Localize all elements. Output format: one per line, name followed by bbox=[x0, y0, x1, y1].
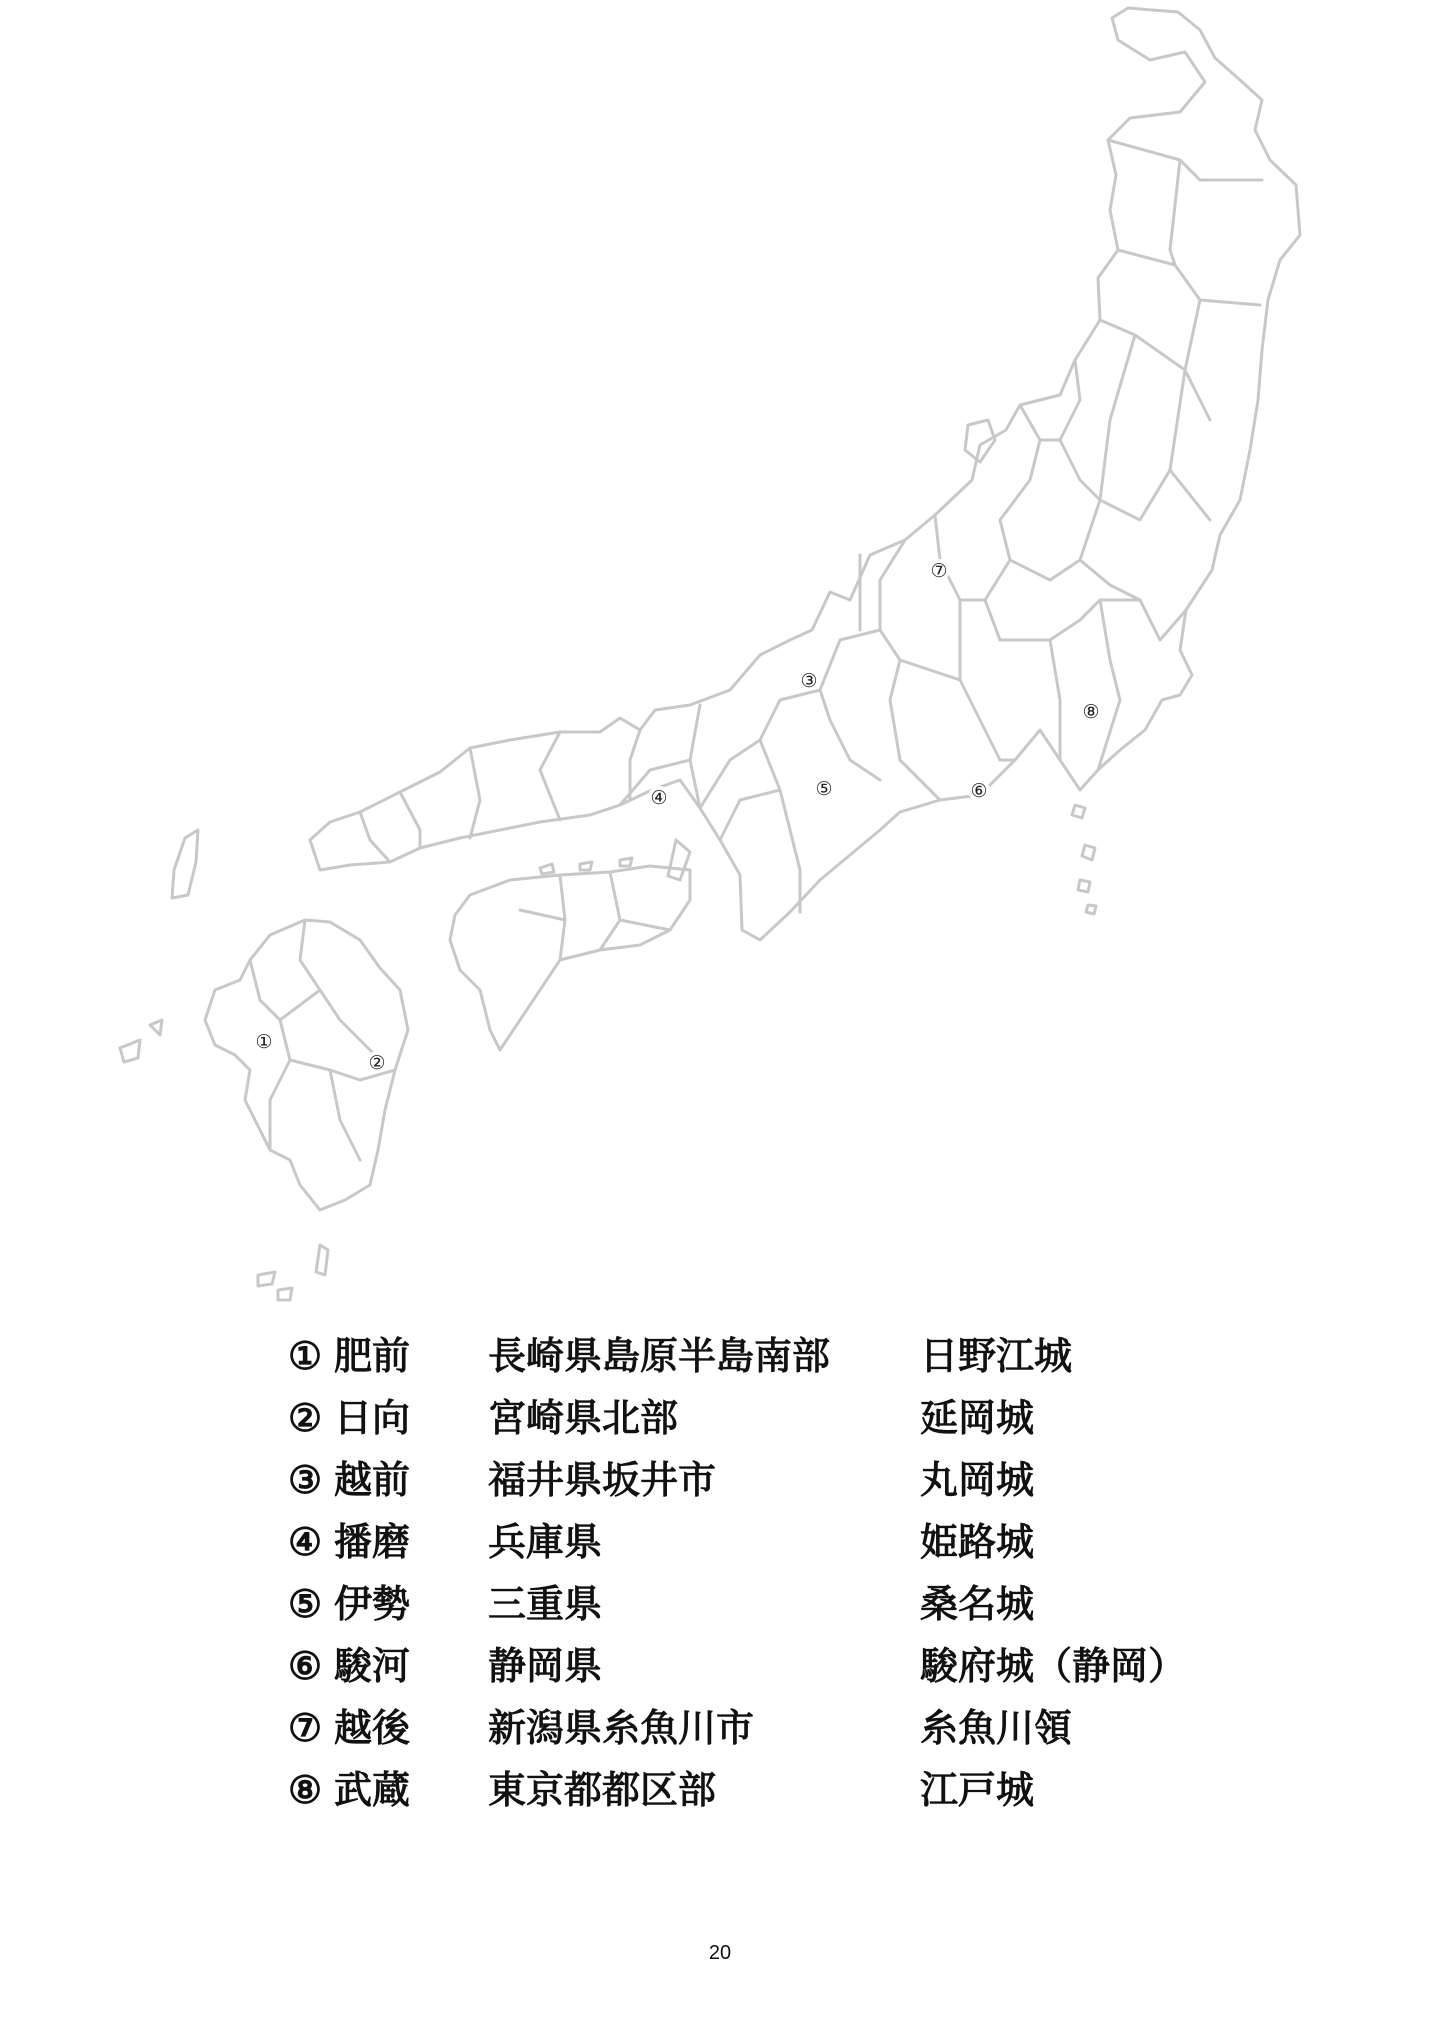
marker-echizen bbox=[798, 669, 820, 692]
legend-castle: 延岡城 bbox=[920, 1395, 1035, 1440]
legend-modern-location: 長崎県島原半島南部 bbox=[488, 1333, 831, 1378]
legend-province: 駿河 bbox=[334, 1643, 411, 1688]
legend-modern-location: 静岡県 bbox=[488, 1643, 603, 1688]
legend-modern-location: 兵庫県 bbox=[488, 1519, 603, 1564]
marker-suruga-label: ⑥ bbox=[970, 780, 988, 802]
izu-islands bbox=[1072, 805, 1096, 914]
awaji-island bbox=[668, 840, 690, 880]
tsushima-island bbox=[172, 830, 198, 898]
shikoku-outline bbox=[450, 866, 690, 1050]
legend-number: ⑤ bbox=[288, 1581, 323, 1626]
chubu-boundaries bbox=[820, 515, 1015, 800]
marker-harima bbox=[648, 786, 670, 809]
marker-musashi bbox=[1080, 700, 1102, 723]
marker-musashi-label: ⑧ bbox=[1082, 701, 1100, 723]
chugoku-boundaries bbox=[360, 730, 640, 862]
sado-island bbox=[965, 420, 995, 462]
marker-echigo bbox=[928, 559, 950, 582]
legend-modern-location: 福井県坂井市 bbox=[488, 1457, 717, 1502]
marker-hyuga bbox=[366, 1051, 388, 1074]
legend-modern-location: 宮崎県北部 bbox=[488, 1395, 679, 1440]
legend-province: 日向 bbox=[334, 1395, 411, 1440]
legend-castle: 日野江城 bbox=[920, 1333, 1073, 1378]
marker-hizen-label: ① bbox=[255, 1031, 273, 1053]
legend-row-hyuga bbox=[288, 1387, 1248, 1449]
honshu-outline bbox=[310, 8, 1300, 940]
marker-harima-label: ④ bbox=[650, 787, 668, 809]
legend-province: 伊勢 bbox=[334, 1581, 411, 1626]
marker-echigo-label: ⑦ bbox=[930, 560, 948, 582]
legend-castle: 糸魚川領 bbox=[920, 1705, 1073, 1750]
legend-row-musashi bbox=[288, 1759, 1248, 1821]
legend-number: ③ bbox=[288, 1457, 323, 1502]
legend-castle: 丸岡城 bbox=[920, 1457, 1035, 1502]
legend-row-echigo bbox=[288, 1697, 1248, 1759]
legend-number: ② bbox=[288, 1395, 323, 1440]
marker-suruga bbox=[968, 779, 990, 802]
legend-number: ① bbox=[288, 1333, 323, 1378]
legend-castle: 江戸城 bbox=[920, 1767, 1035, 1812]
legend-province: 越前 bbox=[334, 1457, 411, 1502]
legend-row-hizen bbox=[288, 1325, 1248, 1387]
legend-province: 武蔵 bbox=[334, 1767, 411, 1812]
marker-echizen-label: ③ bbox=[800, 670, 818, 692]
legend-row-ise bbox=[288, 1573, 1248, 1635]
legend-modern-location: 新潟県糸魚川市 bbox=[488, 1705, 755, 1750]
marker-ise-label: ⑤ bbox=[815, 778, 833, 800]
legend-number: ⑦ bbox=[288, 1705, 323, 1750]
legend-modern-location: 東京都都区部 bbox=[488, 1767, 717, 1812]
province-legend bbox=[288, 1325, 1248, 1821]
legend-modern-location: 三重県 bbox=[488, 1581, 603, 1626]
legend-province: 肥前 bbox=[334, 1333, 411, 1378]
legend-number: ⑥ bbox=[288, 1643, 323, 1688]
page-number: 20 bbox=[708, 1942, 732, 1964]
marker-hizen bbox=[253, 1030, 275, 1053]
legend-province: 播磨 bbox=[334, 1519, 411, 1564]
legend-castle: 桑名城 bbox=[920, 1581, 1035, 1626]
tohoku-boundaries bbox=[1060, 140, 1262, 520]
goto-islands bbox=[120, 1020, 162, 1062]
legend-number: ⑧ bbox=[288, 1767, 323, 1812]
legend-row-echizen bbox=[288, 1449, 1248, 1511]
legend-province: 越後 bbox=[334, 1705, 411, 1750]
marker-hyuga-label: ② bbox=[368, 1052, 386, 1074]
southern-islands bbox=[258, 1245, 328, 1300]
legend-castle: 姫路城 bbox=[920, 1519, 1035, 1564]
legend-castle: 駿府城（静岡） bbox=[920, 1643, 1187, 1688]
legend-row-suruga bbox=[288, 1635, 1248, 1697]
legend-row-harima bbox=[288, 1511, 1248, 1573]
legend-number: ④ bbox=[288, 1519, 323, 1564]
marker-ise bbox=[813, 777, 835, 800]
